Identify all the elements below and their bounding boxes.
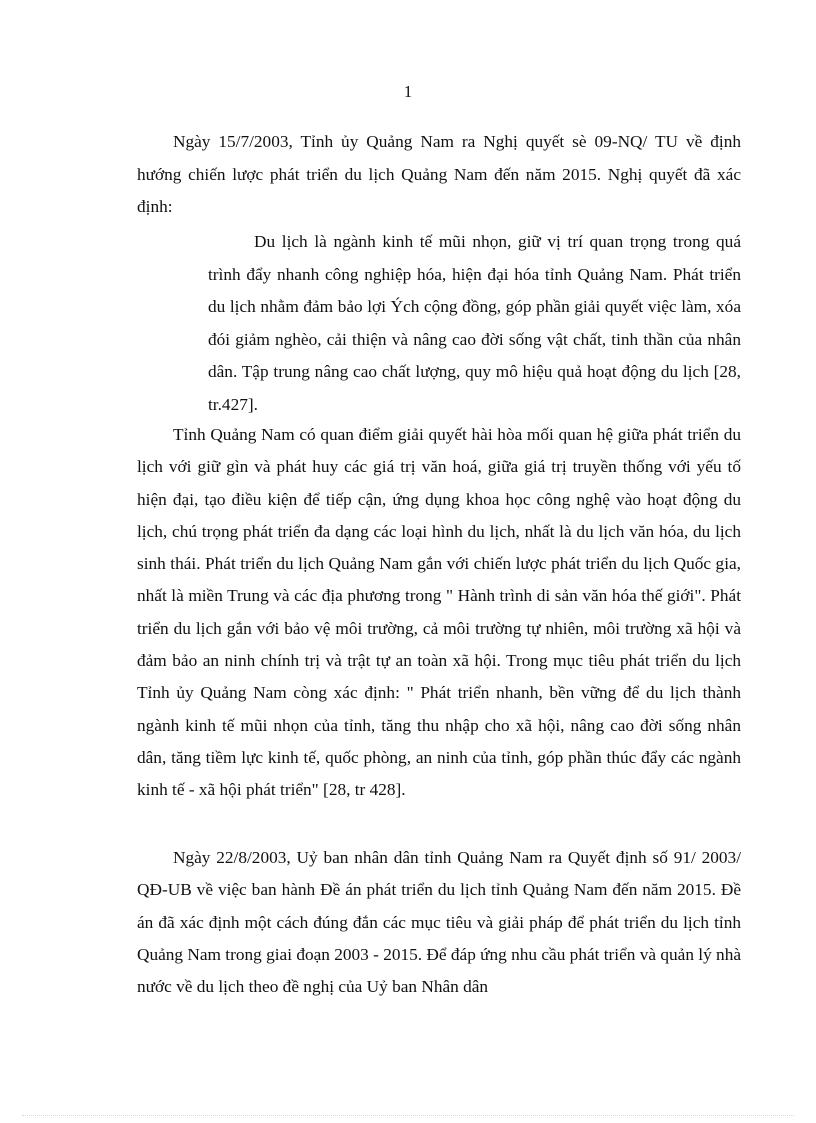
paragraph-province-viewpoint: Tỉnh Quảng Nam có quan điểm giải quyết hài hòa mối quan hệ giữa phát triển du lịch với giữ gìn và phát huy các giá trị văn hoá, giữa giá trị truyền thống với yếu tố hiện đại, tạo điều kiện để tiếp cận, ứng dụng khoa học công nghệ vào hoạt động du lịch, chú trọng phát triển đa dạng các loại hình du lịch, nhất là du lịch văn hóa, du lịch sinh thái. Phát triển du lịch Quảng Nam gắn với chiến lược phát triển du lịch Quốc gia, nhất là miền Trung và các địa phương trong " Hành trình di sản văn hóa thế giới". Phát triển du lịch gắn với bảo vệ môi trường, cả môi trường tự nhiên, môi trường xã hội và đảm bảo an ninh chính trị và trật tự an toàn xã hội. Trong mục tiêu phát triển du lịch Tỉnh ủy Quảng Nam còng xác định: " Phát triển nhanh, bền vững để du lịch thành ngành kinh tế mũi nhọn của tỉnh, tăng thu nhập cho xã hội, nâng cao đời sống nhân dân, tăng tiềm lực kinh tế, quốc phòng, an ninh của tỉnh, góp phần thúc đẩy các ngành kinh tế - xã hội phát triển" [28, tr 428].: [137, 425, 741, 800]
paragraph-resolution-intro: Ngày 15/7/2003, Tỉnh ủy Quảng Nam ra Nghị quyết sè 09-NQ/ TU về định hướng chiến lược phát triển du lịch Quảng Nam đến năm 2015. Nghị quyết đã xác định:: [137, 132, 741, 216]
page-number: 1: [403, 82, 413, 101]
footer-divider: [22, 1115, 794, 1116]
block-quote-resolution: Du lịch là ngành kinh tế mũi nhọn, giữ vị trí quan trọng trong quá trình đẩy nhanh công nghiệp hóa, hiện đại hóa tỉnh Quảng Nam. Phát triển du lịch nhằm đảm bảo lợi Ých cộng đồng, góp phần giải quyết việc làm, xóa đói giảm nghèo, cải thiện và nâng cao đời sống vật chất, tinh thần của nhân dân. Tập trung nâng cao chất lượng, quy mô hiệu quả hoạt động du lịch [28, tr.427].: [208, 232, 741, 414]
paragraph-people-committee-decision: Ngày 22/8/2003, Uỷ ban nhân dân tỉnh Quảng Nam ra Quyết định số 91/ 2003/ QĐ-UB về việc ban hành Đề án phát triển du lịch tỉnh Quảng Nam đến năm 2015. Đề án đã xác định một cách đúng đắn các mục tiêu và giải pháp để phát triển du lịch tỉnh Quảng Nam trong giai đoạn 2003 - 2015. Để đáp ứng nhu cầu phát triển và quản lý nhà nước về du lịch theo đề nghị của Uỷ ban Nhân dân: [137, 848, 741, 997]
